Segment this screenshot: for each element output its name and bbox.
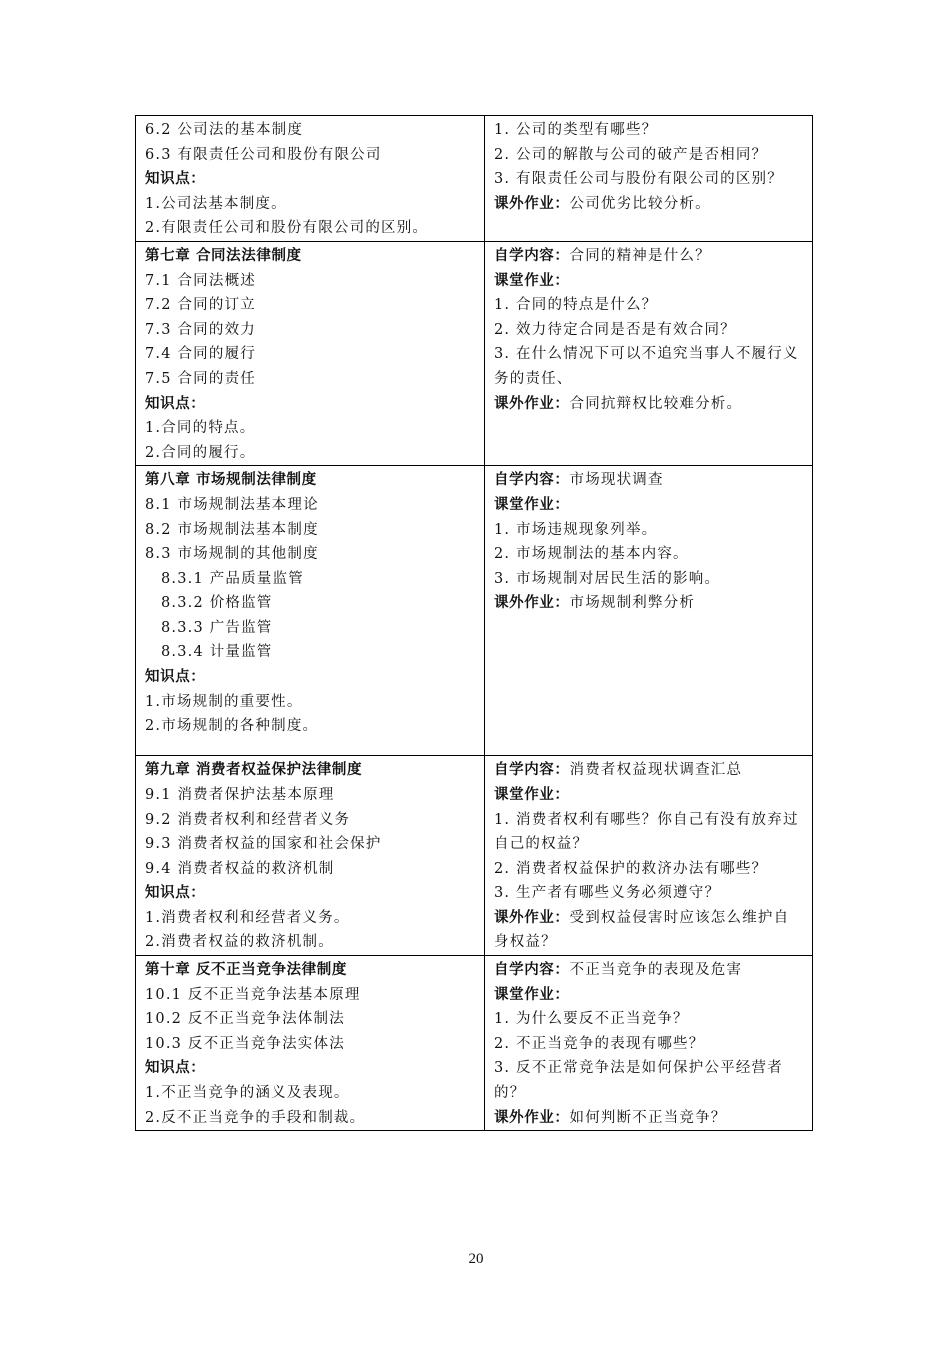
line-text: 市场规制利弊分析: [569, 595, 696, 612]
line-label: 自学内容：: [494, 246, 570, 264]
text-line: [494, 591, 804, 616]
chapter-outline-cell: [136, 241, 485, 465]
chapter-outline-cell: [136, 116, 485, 242]
section-heading: 知识点：: [145, 394, 206, 412]
text-line: [494, 244, 804, 269]
text-line: 1.公司法基本制度。: [145, 195, 287, 212]
line-label: 自学内容：: [494, 961, 570, 979]
table-row: [136, 116, 813, 242]
text-line: 7.4 合同的履行: [145, 346, 256, 363]
assignment-cell: [485, 756, 813, 956]
section-heading: 知识点：: [145, 1059, 206, 1077]
section-heading: 第七章 合同法法律制度: [145, 246, 302, 264]
line-text: 合同的精神是什么？: [569, 247, 711, 264]
text-line: 1. 公司的类型有哪些？: [494, 122, 658, 138]
text-line: 1. 为什么要反不正当竞争？: [494, 1011, 689, 1028]
syllabus-table-body: [136, 116, 813, 1131]
chapter-outline-cell: [136, 956, 485, 1131]
text-line: 8.3 市场规制的其他制度: [145, 546, 319, 563]
page-number: 20: [468, 1251, 484, 1267]
section-heading: 第十章 反不正当竞争法律制度: [145, 961, 347, 979]
line-label: 课外作业：: [494, 394, 570, 412]
text-line: 1.消费者权利和经营者义务。: [145, 909, 350, 926]
text-line: 7.1 合同法概述: [145, 272, 256, 289]
text-line: 3. 有限责任公司与股份有限公司的区别？: [494, 171, 783, 188]
text-line: 2.消费者权益的救济机制。: [145, 934, 334, 951]
text-line: [494, 906, 804, 955]
text-line: 2. 不正当竞争的表现有哪些？: [494, 1035, 705, 1052]
text-line: 2.合同的履行。: [145, 444, 256, 461]
section-heading: 课堂作业：: [494, 271, 570, 289]
text-line: 6.2 公司法的基本制度: [145, 122, 304, 138]
line-label: 课外作业：: [494, 1108, 570, 1126]
line-label: 自学内容：: [494, 761, 570, 779]
section-heading: 课堂作业：: [494, 785, 570, 803]
text-line: 7.5 合同的责任: [145, 370, 256, 387]
line-label: 自学内容：: [494, 471, 570, 489]
text-line: 2.反不正当竞争的手段和制裁。: [145, 1109, 366, 1126]
table-row: [136, 241, 813, 465]
line-label: 课外作业：: [494, 908, 570, 926]
text-line: 9.2 消费者权利和经营者义务: [145, 811, 351, 828]
text-line: 6.3 有限责任公司和股份有限公司: [145, 146, 382, 163]
text-line: [494, 958, 804, 983]
text-line: [494, 192, 804, 217]
text-line: 3. 在什么情况下可以不追究当事人不履行义务的责任、: [494, 346, 799, 387]
text-line: 7.2 合同的订立: [145, 297, 256, 314]
line-text: 不正当竞争的表现及危害: [569, 962, 743, 979]
text-line: 2.市场规制的各种制度。: [145, 718, 319, 735]
text-line: [494, 1106, 804, 1131]
line-text: 合同抗辩权比较难分析。: [569, 395, 743, 412]
text-line: 2. 效力待定合同是否是有效合同？: [494, 321, 736, 338]
assignment-cell: [485, 116, 813, 242]
section-heading: 第九章 消费者权益保护法律制度: [145, 761, 363, 779]
text-line: 1. 市场违规现象列举。: [494, 521, 658, 538]
text-line: 2.有限责任公司和股份有限公司的区别。: [145, 220, 429, 237]
text-line: 1. 消费者权利有哪些？你自己有没有放弃过自己的权益？: [494, 811, 799, 853]
text-line: 7.3 合同的效力: [145, 321, 256, 338]
text-line: 2. 市场规制法的基本内容。: [494, 546, 689, 563]
text-line: 1.合同的特点。: [145, 420, 256, 437]
text-line: 3. 反不正常竞争法是如何保护公平经营者的？: [494, 1060, 783, 1102]
text-line: 1. 合同的特点是什么？: [494, 297, 658, 314]
line-text: 消费者权益现状调查汇总: [569, 762, 743, 779]
assignment-cell: [485, 241, 813, 465]
line-text: 如何判断不正当竞争？: [569, 1109, 727, 1126]
text-line: 10.3 反不正当竞争法实体法: [145, 1035, 345, 1052]
line-label: 课外作业：: [494, 194, 570, 212]
table-row: [136, 956, 813, 1131]
text-line: 1.市场规制的重要性。: [145, 693, 303, 710]
text-line: 8.1 市场规制法基本理论: [145, 496, 319, 513]
text-line: 3. 生产者有哪些义务必须遵守？: [494, 885, 721, 902]
text-line: [494, 392, 804, 417]
line-text: 公司优劣比较分析。: [569, 195, 711, 212]
section-heading: 课堂作业：: [494, 985, 570, 1003]
text-line: 2. 消费者权益保护的救济办法有哪些？: [494, 860, 768, 877]
text-line: 1.不正当竞争的涵义及表现。: [145, 1085, 350, 1102]
text-line: [494, 468, 804, 493]
text-line: 3. 市场规制对居民生活的影响。: [494, 570, 721, 587]
text-line: 8.3.1 产品质量监管: [161, 570, 304, 587]
text-line: 8.2 市场规制法基本制度: [145, 521, 319, 538]
line-text: 受到权益侵害时应该怎么维护自身权益？: [494, 909, 790, 951]
assignment-cell: [485, 466, 813, 756]
text-line: 10.1 反不正当竞争法基本原理: [145, 986, 361, 1003]
text-line: 9.3 消费者权益的国家和社会保护: [145, 836, 382, 853]
text-line: 2. 公司的解散与公司的破产是否相同？: [494, 146, 768, 163]
text-line: 9.1 消费者保护法基本原理: [145, 786, 335, 803]
syllabus-table: [135, 115, 813, 1131]
text-line: [494, 758, 804, 783]
section-heading: 知识点：: [145, 884, 206, 902]
chapter-outline-cell: [136, 756, 485, 956]
section-heading: 知识点：: [145, 668, 206, 686]
text-line: 8.3.4 计量监管: [161, 644, 273, 661]
table-row: [136, 756, 813, 956]
table-row: [136, 466, 813, 756]
assignment-cell: [485, 956, 813, 1131]
text-line: 8.3.3 广告监管: [161, 619, 273, 636]
section-heading: 课堂作业：: [494, 495, 570, 513]
text-line: 9.4 消费者权益的救济机制: [145, 860, 335, 877]
line-text: 市场现状调查: [569, 472, 664, 489]
chapter-outline-cell: [136, 466, 485, 756]
text-line: 8.3.2 价格监管: [161, 595, 273, 612]
section-heading: 第八章 市场规制法律制度: [145, 471, 317, 489]
text-line: 10.2 反不正当竞争法体制法: [145, 1011, 345, 1028]
line-label: 课外作业：: [494, 594, 570, 612]
section-heading: 知识点：: [145, 170, 206, 188]
